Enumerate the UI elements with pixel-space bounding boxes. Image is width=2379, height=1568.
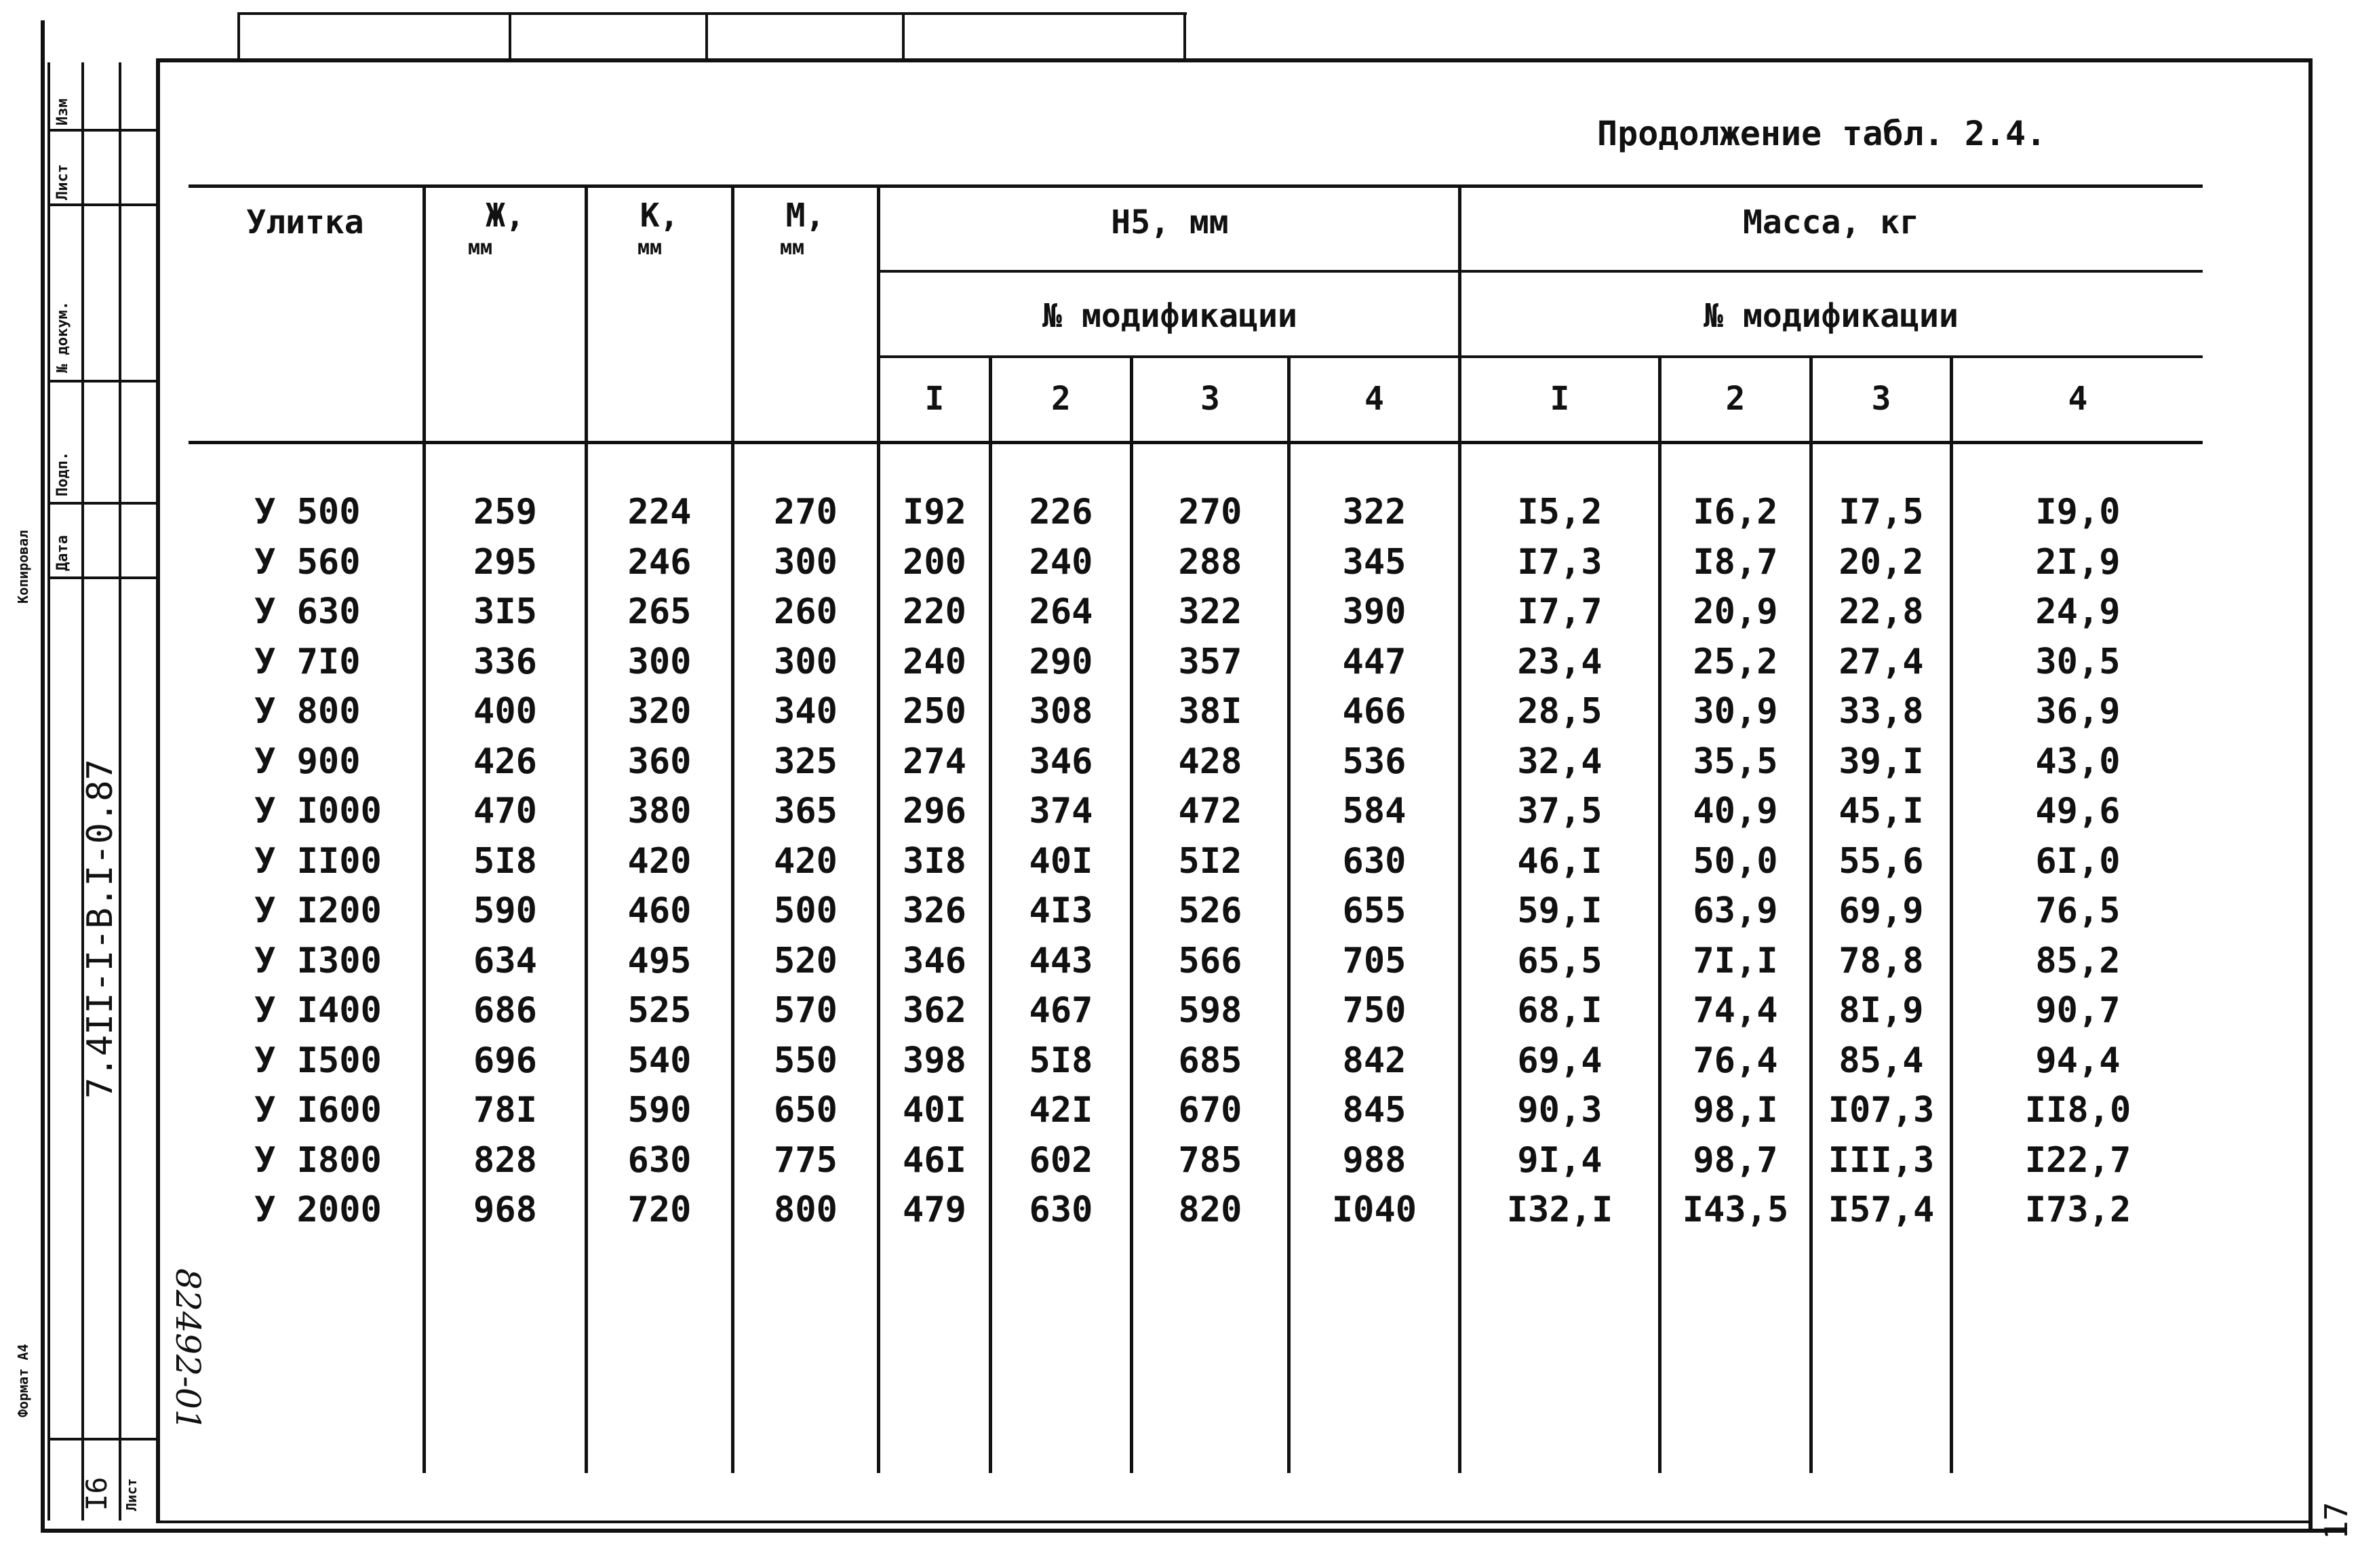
table-cell: 4I3 [1029, 890, 1093, 931]
table-cell: 390 [1342, 591, 1407, 632]
header-mass: Масса, кг [1742, 203, 1920, 241]
table-cell: 9I,4 [1517, 1139, 1603, 1181]
table-cell: 264 [1029, 591, 1093, 632]
header-h5-modification: № модификации [1042, 297, 1297, 335]
table-cell: 696 [473, 1040, 537, 1081]
table-cell: I73,2 [2024, 1190, 2131, 1230]
table-cell: 290 [1029, 641, 1093, 682]
corner-sheet-number: 17 [2318, 1502, 2355, 1540]
table-cell: 55,6 [1839, 840, 1924, 882]
table-cell: 380 [627, 791, 692, 831]
table-cell: 32,4 [1517, 741, 1603, 782]
table-cell: 447 [1342, 641, 1407, 682]
table-cell-snail: У I000 [254, 791, 382, 831]
table-cell: 7I,I [1693, 940, 1778, 981]
table-cell: 69,9 [1839, 890, 1924, 931]
header-h5-mod-2: 2 [1051, 380, 1071, 418]
header-m: М, [785, 197, 825, 235]
table-cell-snail: У I600 [254, 1090, 382, 1131]
table-cell-snail: У I200 [254, 890, 382, 931]
header-mass-mod-4: 4 [2068, 380, 2088, 418]
table-cell: 630 [1342, 840, 1407, 882]
table-cell: 443 [1029, 940, 1093, 981]
table-cell: 800 [774, 1190, 838, 1230]
handwritten-inventory-number: 82492-01 [168, 1268, 208, 1431]
table-cell-snail: У 7I0 [254, 641, 361, 682]
table-cell: 520 [774, 940, 838, 981]
top-tab-line [237, 12, 1187, 15]
header-mass-modification: № модификации [1704, 297, 1959, 335]
table-cell: 224 [627, 492, 692, 532]
table-cell: I7,7 [1517, 591, 1603, 632]
table-cell: 828 [473, 1139, 537, 1181]
header-mass-mod-2: 2 [1725, 380, 1746, 418]
table-cell: 630 [627, 1139, 692, 1181]
table-cell: 40,9 [1693, 791, 1778, 831]
table-cell: 365 [774, 791, 838, 831]
table-cell: 525 [627, 990, 692, 1031]
designation: 7.4II-I-В.I-0.87 [80, 759, 121, 1099]
table-cell: 775 [774, 1139, 838, 1181]
table-cell: 630 [1029, 1190, 1093, 1230]
table-cell: 85,4 [1839, 1040, 1924, 1081]
table-cell: 296 [903, 791, 966, 831]
table-cell: 24,9 [2035, 591, 2121, 632]
table-cell: 550 [774, 1040, 838, 1081]
table-cell: I7,3 [1517, 541, 1603, 583]
table-cell: I43,5 [1682, 1190, 1789, 1230]
table-cell: 540 [627, 1040, 692, 1081]
stamp-row-line [47, 203, 159, 206]
table-cell: 240 [1029, 541, 1093, 583]
table-cell: 49,6 [2035, 791, 2121, 831]
table-cell: 76,4 [1693, 1040, 1778, 1081]
table-cell: 426 [473, 741, 537, 782]
table-cell: 340 [774, 691, 838, 732]
table-cell: 5I2 [1178, 840, 1242, 882]
stamp-label-izm: Изм [54, 98, 71, 125]
table-cell: 536 [1342, 741, 1407, 782]
table-cell: 85,2 [2035, 940, 2121, 981]
header-h5-mod-1: I [924, 380, 945, 418]
table-cell: 845 [1342, 1090, 1407, 1131]
table-cell-snail: У II00 [254, 840, 382, 882]
table-cell: I5,2 [1517, 492, 1603, 532]
table-cell: I22,7 [2024, 1139, 2131, 1181]
table-cell: 308 [1029, 691, 1093, 732]
table-cell: 320 [627, 691, 692, 732]
header-k: К, [640, 197, 680, 235]
table-cell: 590 [627, 1090, 692, 1131]
table-cell: II8,0 [2024, 1090, 2131, 1131]
top-tab-divider [1183, 12, 1186, 62]
table-cell: 20,2 [1839, 541, 1924, 583]
table-cell: 39,I [1839, 741, 1924, 782]
table-cell: 8I,9 [1839, 990, 1924, 1031]
table-cell: 295 [473, 541, 537, 583]
table-cell: 686 [473, 990, 537, 1031]
table-cell: 94,4 [2035, 1040, 2121, 1081]
table-cell: 472 [1178, 791, 1242, 831]
table-cell: I9,0 [2035, 492, 2121, 532]
table-cell: 35,5 [1693, 741, 1778, 782]
table-cell: 685 [1178, 1040, 1242, 1081]
table-cell: 326 [903, 890, 966, 931]
table-cell: 259 [473, 492, 537, 532]
table-cell: 265 [627, 591, 692, 632]
table-cell: 566 [1178, 940, 1242, 981]
sheet-number: I6 [80, 1476, 113, 1511]
stamp-label-sign: Подп. [54, 451, 71, 496]
table-cell: 25,2 [1693, 641, 1778, 682]
table-cell: 842 [1342, 1040, 1407, 1081]
table-cell: 460 [627, 890, 692, 931]
table-cell: 78I [473, 1090, 537, 1131]
table-cell-snail: У I500 [254, 1040, 382, 1081]
stamp-row-line [47, 129, 159, 132]
table-cell: 20,9 [1693, 591, 1778, 632]
table-cell-snail: У I800 [254, 1139, 382, 1181]
format-label: Формат А4 [15, 1344, 31, 1417]
table-cell: I57,4 [1828, 1190, 1935, 1230]
table-cell: 288 [1178, 541, 1242, 583]
table-cell: 988 [1342, 1139, 1407, 1181]
table-cell: 670 [1178, 1090, 1242, 1131]
table-cell: 65,5 [1517, 940, 1603, 981]
stamp-row-line [47, 380, 159, 383]
table-cell-snail: У 2000 [254, 1190, 382, 1230]
frame-top [156, 58, 2313, 62]
table-cell: 590 [473, 890, 537, 931]
table-cell: 785 [1178, 1139, 1242, 1181]
header-zh-units: мм [468, 236, 493, 260]
table-cell: 78,8 [1839, 940, 1924, 981]
table-cell: 90,3 [1517, 1090, 1603, 1131]
table-cell: 598 [1178, 990, 1242, 1031]
table-cell: 76,5 [2035, 890, 2121, 931]
table-cell: 40I [1029, 840, 1093, 882]
table-cell: I7,5 [1839, 492, 1924, 532]
frame-bottom [41, 1529, 2346, 1533]
top-tab-divider [902, 12, 905, 62]
table-cell: 500 [774, 890, 838, 931]
table-cell: 43,0 [2035, 741, 2121, 782]
table-cell: 968 [473, 1190, 537, 1230]
table-cell: 98,7 [1693, 1139, 1778, 1181]
table-cell: 820 [1178, 1190, 1242, 1230]
stamp-col-line [47, 62, 50, 1521]
stamp-label-list: Лист [54, 164, 71, 200]
table-cell: 226 [1029, 492, 1093, 532]
table-cell: 46,I [1517, 840, 1603, 882]
table-cell: 325 [774, 741, 838, 782]
table-cell: 705 [1342, 940, 1407, 981]
table-cell: I6,2 [1693, 492, 1778, 532]
table-cell: I040 [1331, 1190, 1417, 1230]
table-cell: 30,5 [2035, 641, 2121, 682]
stamp-label-date: Дата [54, 535, 71, 571]
table-cell: 28,5 [1517, 691, 1603, 732]
table-cell: 50,0 [1693, 840, 1778, 882]
table-cell: 374 [1029, 791, 1093, 831]
table-cell: I07,3 [1828, 1090, 1935, 1131]
header-h5: H5, мм [1111, 203, 1229, 241]
table-cell: 274 [903, 741, 966, 782]
copied-label: Копировал [15, 530, 31, 604]
table-cell: 5I8 [473, 840, 537, 882]
table-cell: 260 [774, 591, 838, 632]
table-cell: III,3 [1828, 1139, 1935, 1181]
continuation-caption: Продолжение табл. 2.4. [1597, 114, 2047, 153]
table-cell: 270 [1178, 492, 1242, 532]
table-cell: 495 [627, 940, 692, 981]
table-cell: 655 [1342, 890, 1407, 931]
table-cell: 466 [1342, 691, 1407, 732]
table-cell: 3I5 [473, 591, 537, 632]
table-cell: 3I8 [903, 840, 966, 882]
frame-left-outer [41, 20, 45, 1533]
table-cell: 220 [903, 591, 966, 632]
table-cell: 98,I [1693, 1090, 1778, 1131]
table-cell: 270 [774, 492, 838, 532]
table-cell: 2I,9 [2035, 541, 2121, 583]
table-cell: 345 [1342, 541, 1407, 583]
table-cell: 250 [903, 691, 966, 732]
table-cell: 750 [1342, 990, 1407, 1031]
table-cell: 346 [1029, 741, 1093, 782]
header-mass-mod-3: 3 [1871, 380, 1891, 418]
mods-subheader-line [878, 355, 2203, 358]
table-cell-snail: У 900 [254, 741, 361, 782]
table-cell: 68,I [1517, 990, 1603, 1031]
stamp-col-line [156, 62, 160, 1521]
table-cell: 346 [903, 940, 966, 981]
header-m-units: мм [780, 236, 805, 260]
frame-right [2308, 58, 2313, 1533]
header-mass-mod-1: I [1550, 380, 1570, 418]
table-cell: 5I8 [1029, 1040, 1093, 1081]
h5-subheader-line [878, 270, 2203, 273]
table-cell: 300 [627, 641, 692, 682]
table-cell: 720 [627, 1190, 692, 1230]
table-cell: 398 [903, 1040, 966, 1081]
table-cell: 570 [774, 990, 838, 1031]
table-cell: 42I [1029, 1090, 1093, 1131]
table-cell: 22,8 [1839, 591, 1924, 632]
table-cell: 6I,0 [2035, 840, 2121, 882]
table-cell: 63,9 [1693, 890, 1778, 931]
table-cell-snail: У 630 [254, 591, 361, 632]
table-cell: 470 [473, 791, 537, 831]
table-cell: 300 [774, 641, 838, 682]
header-zh: Ж, [486, 197, 525, 235]
table-cell: 36,9 [2035, 691, 2121, 732]
table-cell: 420 [774, 840, 838, 882]
table-cell: 357 [1178, 641, 1242, 682]
table-cell: 33,8 [1839, 691, 1924, 732]
table-cell: 322 [1342, 492, 1407, 532]
table-cell: 322 [1178, 591, 1242, 632]
table-cell: 23,4 [1517, 641, 1603, 682]
table-cell: 360 [627, 741, 692, 782]
table-cell: 428 [1178, 741, 1242, 782]
table-cell: 400 [473, 691, 537, 732]
table-cell-snail: У I300 [254, 940, 382, 981]
table-cell: 27,4 [1839, 641, 1924, 682]
table-cell: 40I [903, 1090, 966, 1131]
top-tab-divider [705, 12, 708, 62]
table-cell: 90,7 [2035, 990, 2121, 1031]
table-cell: 45,I [1839, 791, 1924, 831]
table-cell-snail: У 560 [254, 541, 361, 583]
header-h5-mod-3: 3 [1200, 380, 1220, 418]
table-cell: 336 [473, 641, 537, 682]
stamp-label-doc: № докум. [54, 301, 71, 373]
table-top-line [189, 184, 2203, 188]
table-cell: 634 [473, 940, 537, 981]
table-cell: 74,4 [1693, 990, 1778, 1031]
table-cell: I92 [903, 492, 966, 532]
table-cell: 46I [903, 1139, 966, 1181]
header-k-units: мм [637, 236, 663, 260]
table-cell: 650 [774, 1090, 838, 1131]
header-bottom-line [189, 441, 2203, 444]
table-cell-snail: У 500 [254, 492, 361, 532]
stamp-row-line [47, 502, 159, 505]
table-cell: 200 [903, 541, 966, 583]
header-h5-mod-4: 4 [1364, 380, 1384, 418]
table-cell: 420 [627, 840, 692, 882]
stamp-row-line [47, 576, 159, 579]
table-cell-snail: У I400 [254, 990, 382, 1031]
table-cell: 38I [1178, 691, 1242, 732]
table-cell: 526 [1178, 890, 1242, 931]
table-cell: 300 [774, 541, 838, 583]
table-cell: 467 [1029, 990, 1093, 1031]
sheet-label: Лист [123, 1478, 140, 1511]
table-cell: I32,I [1506, 1190, 1613, 1230]
frame-bottom-inner [156, 1521, 2313, 1523]
table-cell: 59,I [1517, 890, 1603, 931]
stamp-row-line [47, 1438, 159, 1440]
table-cell: 240 [903, 641, 966, 682]
table-cell: 246 [627, 541, 692, 583]
table-cell: 69,4 [1517, 1040, 1603, 1081]
table-cell: I8,7 [1693, 541, 1778, 583]
top-tab-divider [237, 12, 240, 62]
header-snail: Улитка [246, 203, 364, 241]
table-cell-snail: У 800 [254, 691, 361, 732]
table-cell: 30,9 [1693, 691, 1778, 732]
table-cell: 362 [903, 990, 966, 1031]
top-tab-divider [509, 12, 511, 62]
table-cell: 37,5 [1517, 791, 1603, 831]
table-cell: 479 [903, 1190, 966, 1230]
table-cell: 584 [1342, 791, 1407, 831]
table-cell: 602 [1029, 1139, 1093, 1181]
